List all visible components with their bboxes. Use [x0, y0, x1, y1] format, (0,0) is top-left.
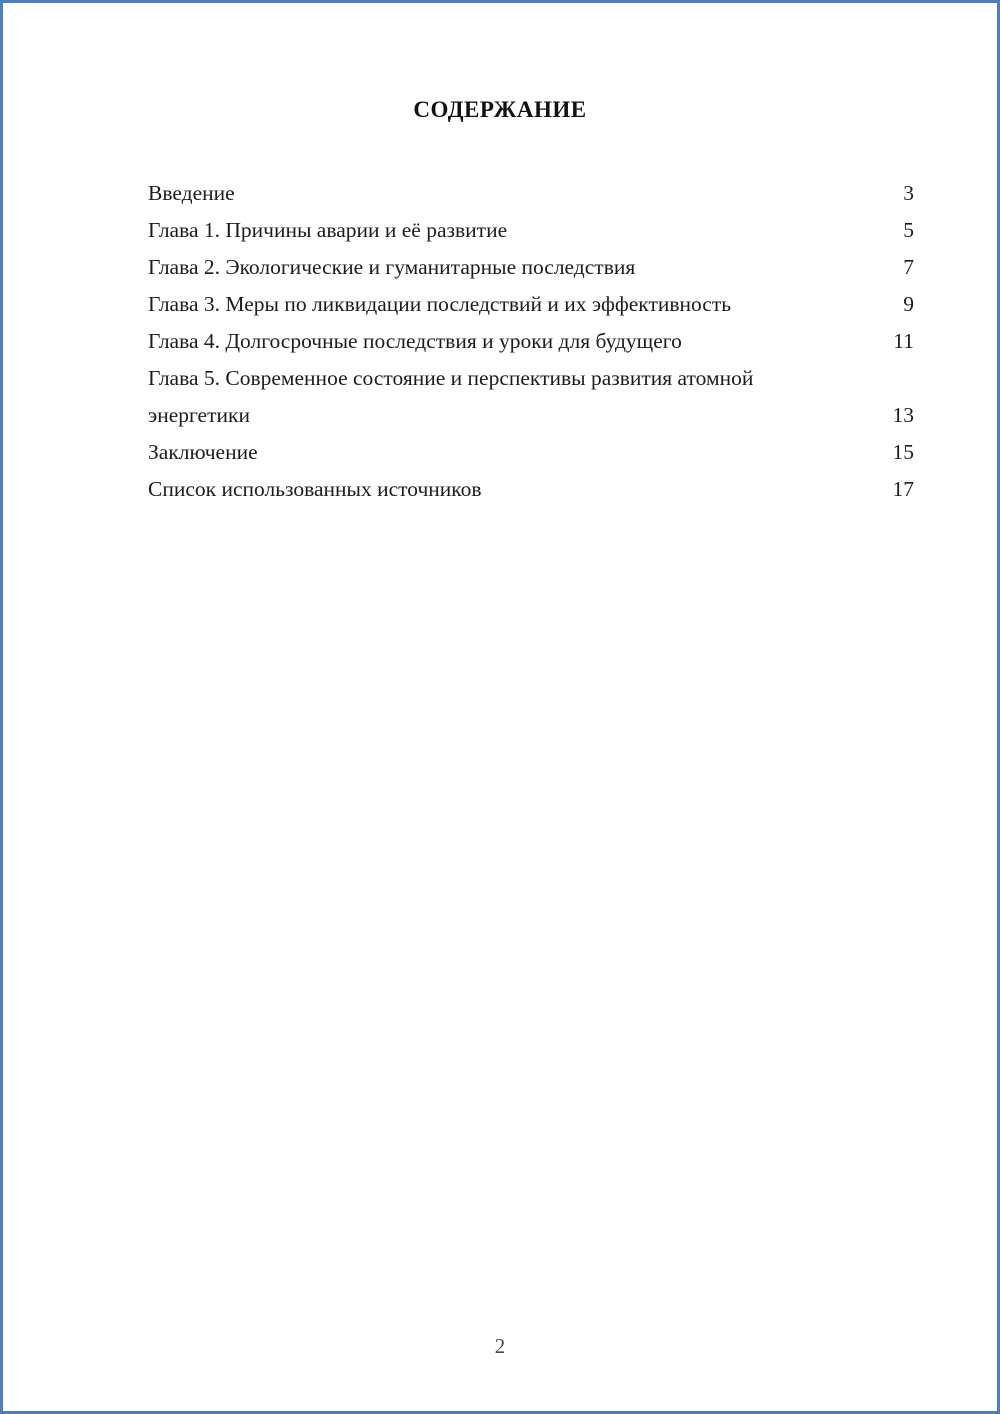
toc-entry [148, 175, 917, 212]
toc-entry-label: Заключение [148, 440, 258, 464]
toc-entry-label: Глава 5. Современное состояние и перспективы развития атомной энергетики [148, 366, 754, 427]
toc-entry-label: Глава 2. Экологические и гуманитарные последствия [148, 255, 636, 279]
toc-entry-label: Глава 4. Долгосрочные последствия и уроки для будущего [148, 329, 682, 353]
toc-entry [148, 323, 917, 360]
toc-entry-page: 7 [903, 255, 914, 279]
page-title: СОДЕРЖАНИЕ [413, 97, 587, 122]
page-number: 2 [494, 1334, 506, 1358]
toc-entry-page: 11 [893, 329, 914, 353]
toc-entry-page: 5 [903, 218, 914, 242]
toc-entry-page: 9 [903, 292, 914, 316]
toc-entry [148, 249, 917, 286]
toc-entry-label: Глава 3. Меры по ликвидации последствий и их эффективность [148, 292, 732, 316]
toc-entry-page: 13 [892, 403, 914, 427]
toc-entry-label: Глава 1. Причины аварии и её развитие [148, 218, 508, 242]
toc-entry-label: Введение [148, 181, 235, 205]
toc-entry [148, 212, 917, 249]
toc-entry-label: Список использованных источников [148, 477, 482, 501]
toc-entry [148, 434, 917, 471]
toc-entry-page: 17 [892, 477, 914, 501]
toc-entry-page: 3 [903, 181, 914, 205]
toc-entry-page: 15 [892, 440, 914, 464]
toc-entry [148, 286, 917, 323]
toc-entry [148, 471, 917, 508]
toc-entry [148, 360, 917, 434]
toc-list [148, 175, 917, 508]
